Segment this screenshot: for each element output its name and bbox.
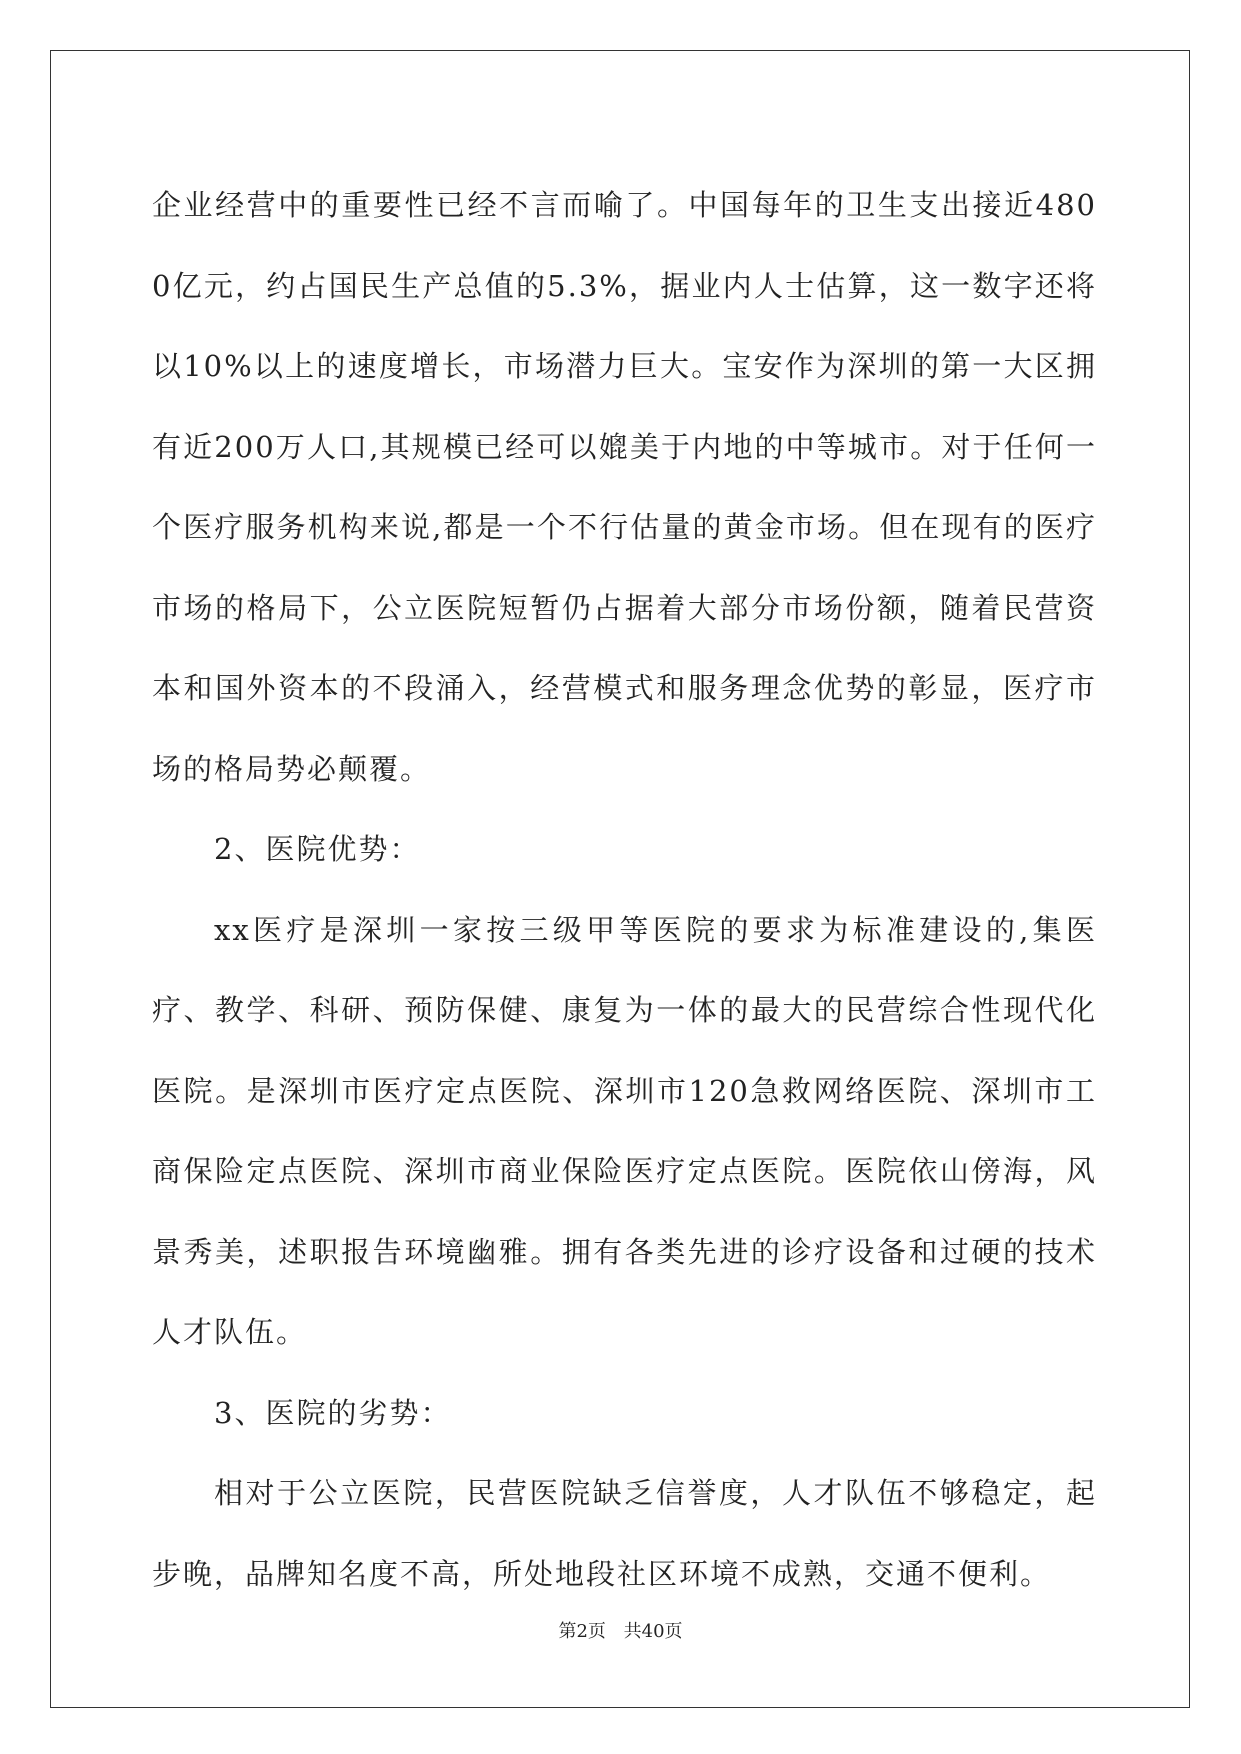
heading-hospital-strengths: 2、医院优势： <box>214 832 421 866</box>
page-number-current: 第2页 <box>558 1621 606 1642</box>
heading-hospital-weaknesses: 3、医院的劣势： <box>214 1395 452 1430</box>
page-footer <box>0 1617 1241 1643</box>
paragraph-hospital-weaknesses: 相对于公立医院，民营医院缺乏信誉度，人才队伍不够稳定，起步晚，品牌知名度不高，所处地段社区环境不成熟，交通不便利。 <box>152 1476 1097 1591</box>
paragraph-hospital-strengths: xx医疗是深圳一家按三级甲等医院的要求为标准建设的,集医疗、教学、科研、预防保健、康复为一体的最大的民营综合性现代化医院。是深圳市医疗定点医院、深圳市120急救网络医院、深圳市工商保险定点医院、深圳市商业保险医疗定点医院。医院依山傍海，风景秀美，述职报告环境幽雅。拥有各类先进的诊疗设备和过硬的技术人才队伍。 <box>152 912 1097 1349</box>
paragraph-market-overview: 企业经营中的重要性已经不言而喻了。中国每年的卫生支出接近4800亿元，约占国民生产总值的5.3%，据业内人士估算，这一数字还将以10%以上的速度增长，市场潜力巨大。宝安作为深圳的第一大区拥有近200万人口,其规模已经可以媲美于内地的中等城市。对于任何一个医疗服务机构来说,都是一个不行估量的黄金市场。但在现有的医疗市场的格局下，公立医院短暂仍占据着大部分市场份额，随着民营资本和国外资本的不段涌入，经营模式和服务理念优势的彰显，医疗市场的格局势必颠覆。 <box>152 188 1097 786</box>
document-body <box>152 165 1097 1614</box>
page-number-total: 共40页 <box>623 1621 683 1642</box>
